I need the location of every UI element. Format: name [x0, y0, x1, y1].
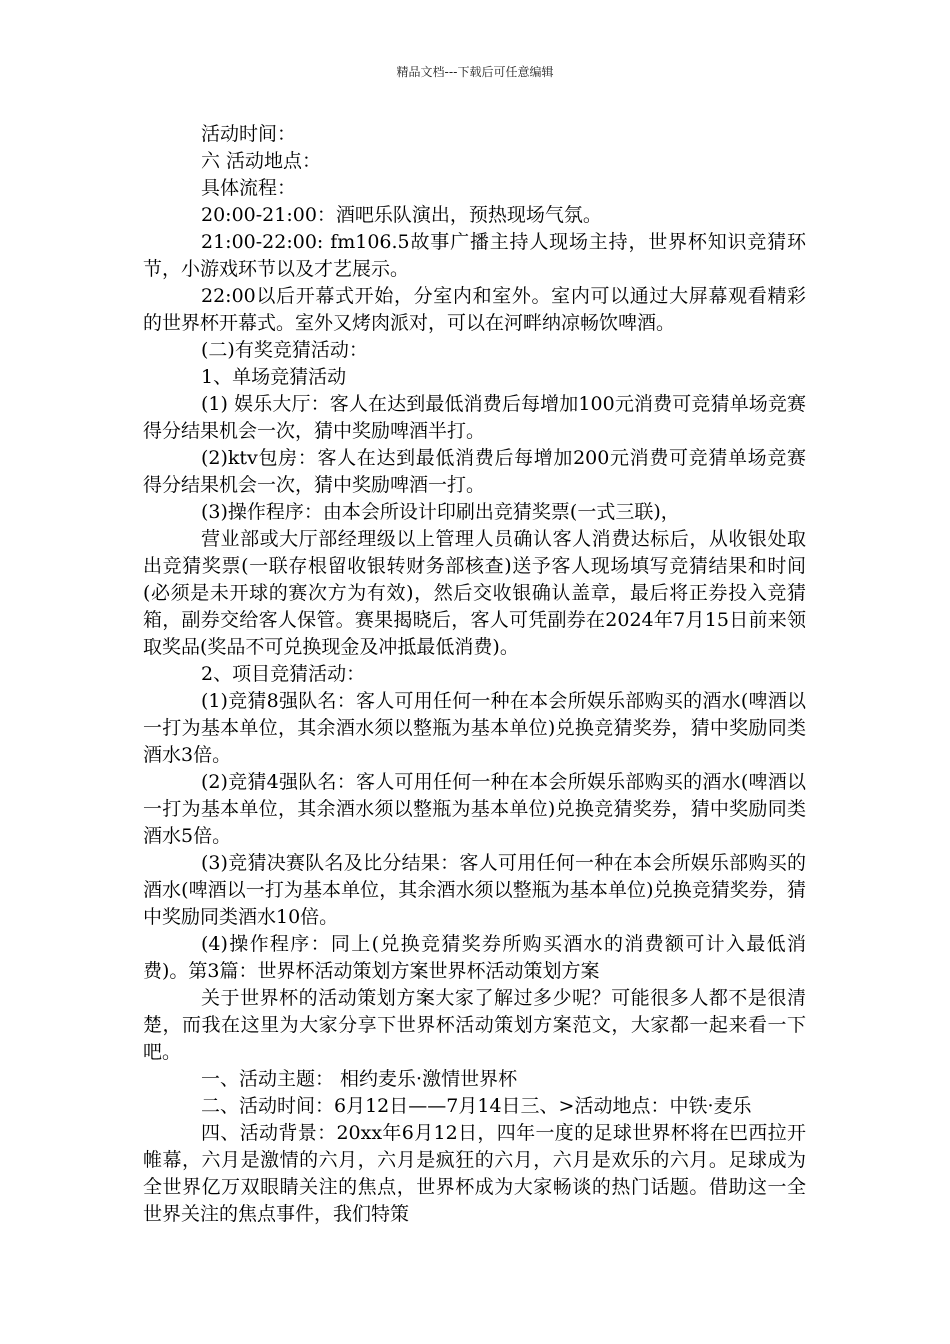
paragraph-project-heading: 2、项目竞猜活动： — [201, 663, 366, 685]
paragraph-theme: 一、活动主题： 相约麦乐·激情世界杯 — [201, 1068, 518, 1090]
paragraph-schedule-1: 20:00-21:00：酒吧乐队演出，预热现场气氛。 — [201, 204, 602, 226]
paragraph-single-match-heading: 1、单场竞猜活动 — [201, 366, 347, 388]
paragraph-final: (3)竞猜决赛队名及比分结果：客人可用任何一种在本会所娱乐部购买的酒水(啤酒以一打为基本单位，其余酒水须以整瓶为基本单位)兑换竞猜奖券，猜中奖励同类酒水10倍。 — [143, 852, 806, 928]
paragraph-schedule-2: 21:00-22:00: fm106.5故事广播主持人现场主持，世界杯知识竞猜环节，小游戏环节以及才艺展示。 — [143, 231, 806, 280]
paragraph-activity-time: 活动时间： — [201, 123, 297, 145]
paragraph-hall: (1) 娱乐大厅：客人在达到最低消费后每增加100元消费可竞猜单场竞赛得分结果机会一次，猜中奖励啤酒半打。 — [143, 393, 806, 442]
paragraph-top8: (1)竞猜8强队名：客人可用任何一种在本会所娱乐部购买的酒水(啤酒以一打为基本单位，其余酒水须以整瓶为基本单位)兑换竞猜奖券，猜中奖励同类酒水3倍。 — [143, 690, 806, 766]
paragraph-process-heading: 具体流程： — [201, 177, 297, 199]
paragraph-ktv: (2)ktv包房：客人在达到最低消费后每增加200元消费可竞猜单场竞赛得分结果机会一次，猜中奖励啤酒一打。 — [143, 447, 806, 496]
document-body — [143, 121, 806, 1228]
paragraph-quiz-heading: (二)有奖竞猜活动： — [201, 339, 368, 361]
page-header: 精品文档---下载后可任意编辑 — [396, 65, 554, 79]
paragraph-activity-location: 六 活动地点： — [201, 150, 322, 172]
paragraph-procedure: (3)操作程序：由本会所设计印刷出竞猜奖票(一式三联)， — [201, 501, 680, 523]
paragraph-intro: 关于世界杯的活动策划方案大家了解过多少呢？可能很多人都不是很清楚，而我在这里为大家分享下世界杯活动策划方案范文，大家都一起来看一下吧。 — [143, 987, 806, 1063]
paragraph-top4: (2)竞猜4强队名：客人可用任何一种在本会所娱乐部购买的酒水(啤酒以一打为基本单位，其余酒水须以整瓶为基本单位)兑换竞猜奖券，猜中奖励同类酒水5倍。 — [143, 771, 806, 847]
paragraph-time-location: 二、活动时间：6月12日——7月14日三、>活动地点：中铁·麦乐 — [201, 1095, 752, 1117]
paragraph-schedule-3: 22:00以后开幕式开始，分室内和室外。室内可以通过大屏幕观看精彩的世界杯开幕式。室外又烤肉派对，可以在河畔纳凉畅饮啤酒。 — [143, 285, 806, 334]
paragraph-procedure-2: (4)操作程序：同上(兑换竞猜奖券所购买酒水的消费额可计入最低消费)。第3篇：世界杯活动策划方案世界杯活动策划方案 — [143, 933, 806, 982]
paragraph-procedure-detail: 营业部或大厅部经理级以上管理人员确认客人消费达标后，从收银处取出竞猜奖票(一联存根留收银转财务部核查)送予客人现场填写竞猜结果和时间(必须是未开球的赛次方为有效)，然后交收银确认盖章，最后将正券投入竞猜箱，副券交给客人保管。赛果揭晓后，客人可凭副券在2024年7月15日前来领取奖品(奖品不可兑换现金及冲抵最低消费)。 — [143, 528, 806, 658]
paragraph-background: 四、活动背景：20xx年6月12日，四年一度的足球世界杯将在巴西拉开帷幕，六月是激情的六月，六月是疯狂的六月，六月是欢乐的六月。足球成为全世界亿万双眼睛关注的焦点，世界杯成为大家畅谈的热门话题。借助这一全世界关注的焦点事件，我们特策 — [143, 1122, 806, 1225]
